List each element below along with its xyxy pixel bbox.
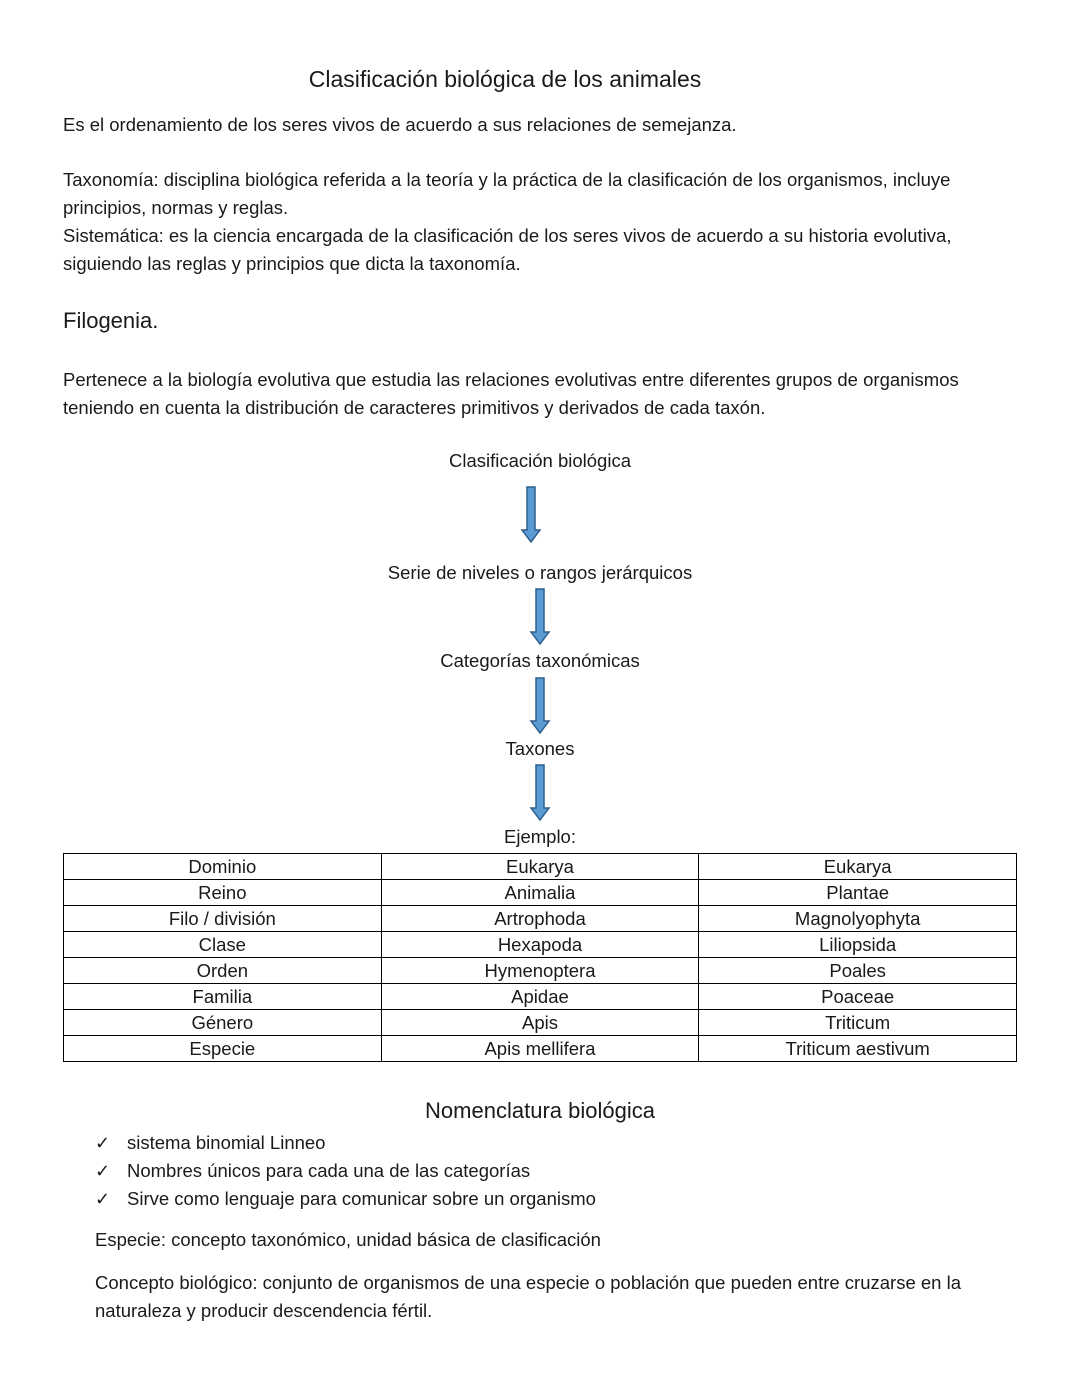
table-row [64, 854, 1017, 880]
table-cell: Orden [64, 958, 382, 984]
table-cell: Clase [64, 932, 382, 958]
table-cell: Hymenoptera [381, 958, 699, 984]
list-item-text: sistema binomial Linneo [127, 1132, 326, 1153]
concepto-biologico-paragraph: Concepto biológico: conjunto de organismos de una especie o población que pueden entre cruzarse en la naturaleza y producir descendencia fértil. [95, 1272, 961, 1321]
intro-paragraph: Es el ordenamiento de los seres vivos de acuerdo a sus relaciones de semejanza. [63, 114, 737, 135]
table-cell: Eukarya [381, 854, 699, 880]
page-title: Clasificación biológica de los animales [308, 66, 702, 92]
table-cell: Plantae [699, 880, 1017, 906]
table-cell: Poales [699, 958, 1017, 984]
checkmark-icon: ✓ [95, 1161, 111, 1181]
table-cell: Triticum aestivum [699, 1036, 1017, 1062]
table-cell: Eukarya [699, 854, 1017, 880]
table-cell: Artrophoda [381, 906, 699, 932]
flow-step-taxones: Taxones [505, 738, 575, 759]
checkmark-icon: ✓ [95, 1189, 111, 1209]
table-cell: Apidae [381, 984, 699, 1010]
list-item-text: Sirve como lenguaje para comunicar sobre un organismo [127, 1188, 596, 1209]
sistematica-definition: Sistemática: es la ciencia encargada de la clasificación de los seres vivos de acuerdo a su historia evolutiva, siguiendo las reglas y principios que dicta la taxonomía. [63, 225, 952, 274]
nomenclatura-heading: Nomenclatura biológica [425, 1098, 655, 1123]
table-cell: Familia [64, 984, 382, 1010]
table-row [64, 1036, 1017, 1062]
table-cell: Apis [381, 1010, 699, 1036]
table-cell: Especie [64, 1036, 382, 1062]
table-cell: Reino [64, 880, 382, 906]
table-cell: Animalia [381, 880, 699, 906]
flow-step-serie: Serie de niveles o rangos jerárquicos [387, 562, 693, 583]
list-item [95, 1129, 596, 1157]
table-cell: Triticum [699, 1010, 1017, 1036]
definitions-block [63, 166, 1023, 278]
flow-step-ejemplo: Ejemplo: [504, 826, 576, 847]
table-cell: Magnolyophyta [699, 906, 1017, 932]
table-row [64, 932, 1017, 958]
table-cell: Dominio [64, 854, 382, 880]
down-arrow-icon [529, 677, 551, 735]
table-cell: Poaceae [699, 984, 1017, 1010]
table-cell: Género [64, 1010, 382, 1036]
filogenia-heading: Filogenia. [63, 308, 159, 333]
table-cell: Liliopsida [699, 932, 1017, 958]
flow-step-clasificacion: Clasificación biológica [448, 450, 631, 471]
table-row [64, 984, 1017, 1010]
checkmark-icon: ✓ [95, 1133, 111, 1153]
table-row [64, 880, 1017, 906]
flow-step-categorias: Categorías taxonómicas [440, 650, 640, 671]
list-item [95, 1185, 596, 1213]
table-row [64, 958, 1017, 984]
nomenclatura-list [95, 1129, 596, 1213]
down-arrow-icon [520, 486, 542, 544]
down-arrow-icon [529, 588, 551, 646]
table-row [64, 906, 1017, 932]
especie-definition: Especie: concepto taxonómico, unidad básica de clasificación [95, 1229, 601, 1250]
table-cell: Hexapoda [381, 932, 699, 958]
down-arrow-icon [529, 764, 551, 822]
taxonomy-table [63, 853, 1017, 1062]
filogenia-paragraph: Pertenece a la biología evolutiva que estudia las relaciones evolutivas entre diferentes grupos de organismos teniendo en cuenta la distribución de caracteres primitivos y derivados de cada taxón. [63, 369, 959, 418]
list-item-text: Nombres únicos para cada una de las categorías [127, 1160, 531, 1181]
table-cell: Apis mellifera [381, 1036, 699, 1062]
table-row [64, 1010, 1017, 1036]
taxonomia-definition: Taxonomía: disciplina biológica referida a la teoría y la práctica de la clasificación de los organismos, incluye principios, normas y reglas. [63, 169, 951, 218]
list-item [95, 1157, 596, 1185]
table-cell: Filo / división [64, 906, 382, 932]
